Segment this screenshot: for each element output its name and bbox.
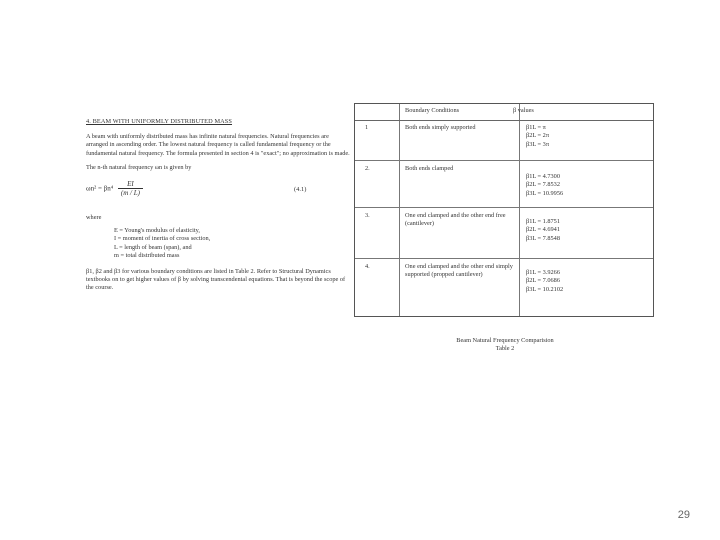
row-betas bbox=[526, 218, 560, 243]
definition-item: I = moment of inertia of cross section, bbox=[114, 235, 211, 243]
header-beta: β values bbox=[513, 107, 534, 114]
row-betas bbox=[526, 173, 563, 198]
beta-value: β3L = 3π bbox=[526, 140, 549, 148]
beta-value: β1L = 1.8751 bbox=[526, 218, 560, 225]
frequency-formula bbox=[86, 180, 143, 197]
row-betas bbox=[526, 124, 549, 149]
definition-item: m = total distributed mass bbox=[114, 251, 180, 259]
frequency-table bbox=[354, 103, 654, 317]
row-number: 4. bbox=[365, 263, 370, 270]
section-title: 4. BEAM WITH UNIFORMLY DISTRIBUTED MASS bbox=[86, 118, 233, 125]
row-betas bbox=[526, 269, 563, 294]
caption-title: Beam Natural Frequency Comparision bbox=[456, 337, 554, 344]
page-number: 29 bbox=[677, 509, 690, 521]
intro-paragraph: A beam with uniformly distributed mass has infinite natural frequencies. Natural frequencies are arranged in ascending order. The lowest natural frequency is called fundamental frequency or the fundamental natural frequency. The formula presented in section 4 is "exact"; no approximation is made. bbox=[86, 133, 350, 157]
beta-value: β3L = 7.8548 bbox=[526, 234, 560, 242]
frequency-intro: The n-th natural frequency ωn is given by bbox=[86, 163, 192, 171]
beta-value: β1L = π bbox=[526, 124, 546, 131]
table-row bbox=[355, 120, 653, 161]
header-conditions: Boundary Conditions bbox=[405, 107, 460, 114]
beta-paragraph: β1, β2 and β3 for various boundary conditions are listed in Table 2. Refer to Structural Dynamics textbooks on to get higher values of β by solving transcendental equations. That is beyond the scope of the course. bbox=[86, 268, 346, 292]
definition-item: L = length of beam (span), and bbox=[114, 243, 192, 251]
caption-table-number: Table 2 bbox=[495, 345, 515, 352]
row-number: 1 bbox=[365, 124, 369, 131]
equation-number: (4.1) bbox=[294, 186, 307, 194]
row-number: 2. bbox=[365, 165, 370, 172]
formula-denominator: (m / L) bbox=[120, 189, 140, 198]
definition-item: E = Young's modulus of elasticity, bbox=[114, 227, 200, 235]
row-condition: Both ends simply supported bbox=[405, 124, 476, 131]
beta-value: β2L = 2π bbox=[526, 132, 549, 140]
row-condition: One end clamped and the other end free (cantilever) bbox=[405, 212, 506, 227]
formula-row bbox=[86, 178, 350, 206]
beta-value: β2L = 7.0686 bbox=[526, 277, 560, 285]
where-label: where bbox=[86, 214, 102, 222]
formula-fraction bbox=[118, 180, 143, 197]
table-caption bbox=[440, 337, 570, 353]
formula-lhs: ωn² = βn⁴ bbox=[86, 184, 114, 193]
row-condition: One end clamped and the other end simply supported (propped cantilever) bbox=[405, 263, 513, 278]
definition-list bbox=[114, 227, 350, 260]
formula-numerator: EI bbox=[118, 180, 143, 189]
beta-value: β2L = 4.6941 bbox=[526, 226, 560, 234]
beta-value: β1L = 4.7300 bbox=[526, 173, 560, 180]
table-header bbox=[355, 104, 653, 121]
table-row bbox=[355, 208, 653, 259]
beta-value: β2L = 7.8532 bbox=[526, 181, 560, 189]
table-row bbox=[355, 259, 653, 316]
text-column bbox=[86, 118, 350, 299]
table-row bbox=[355, 161, 653, 208]
row-number: 3. bbox=[365, 212, 370, 219]
beta-value: β3L = 10.2102 bbox=[526, 285, 564, 293]
beta-value: β1L = 3.9266 bbox=[526, 269, 560, 276]
row-condition: Both ends clamped bbox=[405, 165, 454, 172]
beta-value: β3L = 10.9956 bbox=[526, 189, 564, 197]
